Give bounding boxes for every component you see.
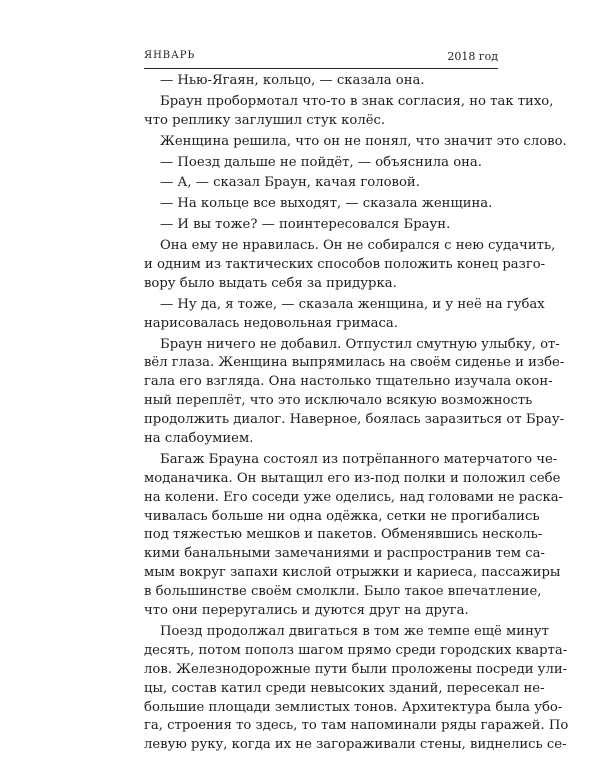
paragraph	[144, 451, 564, 621]
text-line: — И вы тоже? — поинтересовался Браун.	[160, 217, 451, 233]
text-line: на слабоумием.	[144, 431, 254, 447]
paragraph	[144, 154, 498, 173]
text-line: чивалась больше ни одна одёжка, сетки не прогибались	[144, 508, 540, 524]
text-line: мым вокруг запахи кислой отрыжки и кариеса, пассажиры	[144, 565, 561, 581]
text-line: Поезд продолжал двигаться в том же темпе ещё минут	[160, 623, 549, 639]
text-line: — А, — сказал Браун, качая головой.	[160, 175, 420, 191]
text-line: лов. Железнодорожные пути были проложены посреди ули-	[144, 661, 568, 677]
text-line: на колени. Его соседи уже оделись, над головами не раска-	[144, 489, 564, 505]
text-line: кими банальными замечаниями и распространив тем са-	[144, 546, 545, 562]
paragraph	[144, 296, 545, 334]
text-line: в большинстве своём смолкли. Было такое впечатление,	[144, 584, 542, 600]
text-line: вёл глаза. Женщина выпрямилась на своём сиденье и избе-	[144, 355, 565, 371]
text-line: Багаж Брауна состоял из потрёпанного матерчатого че-	[160, 451, 558, 467]
text-line: ный переплёт, что это исключало всякую возможность	[144, 393, 533, 409]
paragraph	[144, 237, 556, 294]
paragraph	[144, 93, 554, 131]
running-head-chapter: ЯНВАРЬ	[144, 50, 196, 61]
header-rule	[144, 68, 498, 69]
paragraph	[144, 174, 498, 193]
text-line: и одним из тактических способов положить конец разго-	[144, 257, 546, 273]
text-line: — Нью-Ягаян, кольцо, — сказала она.	[160, 73, 425, 88]
text-line: Браун ничего не добавил. Отпустил смутную улыбку, от-	[160, 336, 560, 352]
text-line: — Ну да, я тоже, — сказала женщина, и у неё на губах	[160, 296, 545, 312]
body-text	[144, 72, 569, 757]
text-line: нарисовалась недовольная гримаса.	[144, 315, 398, 331]
running-head-year: 2018 год	[447, 50, 498, 63]
text-line: десять, потом пополз шагом прямо среди городских кварта-	[144, 642, 568, 658]
text-line: га, строения то здесь, то там напоминали ряды гаражей. По	[144, 718, 569, 734]
text-line: — Поезд дальше не пойдёт, — объяснила она.	[160, 154, 482, 170]
text-line: левую руку, когда их не загораживали стены, виднелись се-	[144, 737, 567, 753]
text-line: Женщина решила, что он не понял, что значит это слово.	[160, 133, 567, 149]
text-line: моданачика. Он вытащил его из-под полки и положил себе	[144, 470, 561, 486]
text-line: под тяжестью мешков и пакетов. Обменявшись несколь-	[144, 527, 543, 543]
text-line: — На кольце все выходят, — сказала женщина.	[160, 196, 493, 212]
text-line: Она ему не нравилась. Он не собирался с нею судачить,	[160, 238, 556, 254]
paragraph	[144, 623, 569, 755]
text-line: Браун пробормотал что-то в знак согласия, но так тихо,	[160, 93, 554, 109]
text-line: большие площади землистых тонов. Архитектура была убо-	[144, 699, 563, 715]
paragraph	[144, 72, 498, 91]
paragraph	[144, 336, 565, 449]
paragraph	[144, 133, 567, 152]
text-line: продолжить диалог. Наверное, боялась заразиться от Брау-	[144, 412, 565, 428]
paragraph	[144, 216, 498, 235]
text-line: что они переругались и дуются друг на друга.	[144, 603, 469, 619]
text-line: что реплику заглушил стук колёс.	[144, 112, 386, 128]
text-line: цы, состав катил среди невысоких зданий, пересекал не-	[144, 680, 545, 696]
text-line: гала его взгляда. Она настолько тщательно изучала окон-	[144, 374, 553, 390]
page-header	[144, 50, 498, 66]
text-line: вору было выдать себя за придурка.	[144, 275, 397, 291]
paragraph	[144, 195, 498, 214]
